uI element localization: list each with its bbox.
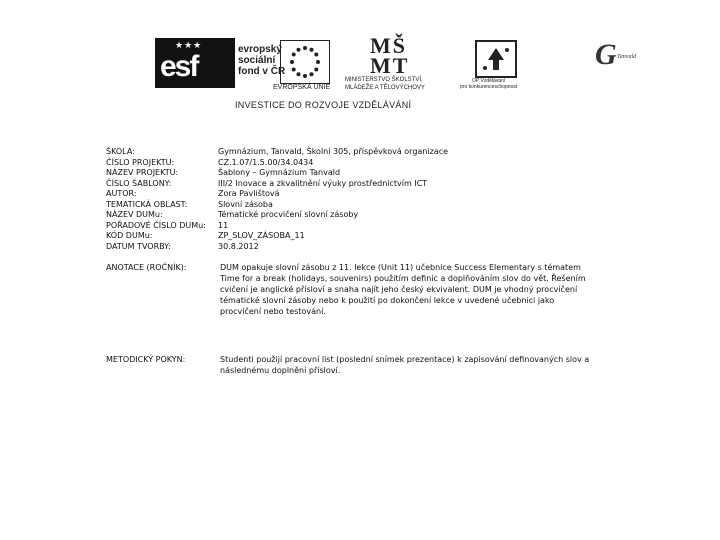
meta-value: 11 <box>218 220 229 230</box>
op-arrow-icon <box>477 42 515 76</box>
header-logos <box>155 34 645 116</box>
esf-logo-text <box>238 44 285 77</box>
op-logo-icon <box>475 40 517 78</box>
meta-row <box>106 189 606 200</box>
method-text: Studenti použijí pracovní list (poslední snímek prezentace) k zapisování definovaných slov a následnému doplnění přísloví. <box>220 355 590 375</box>
esf-logo <box>155 38 235 88</box>
esf-line-2: sociální <box>238 55 276 66</box>
msmt-label-line-2: MLÁDEŽE A TĚLOVÝCHOVY <box>345 85 425 91</box>
meta-label: ČÍSLO PROJEKTU: <box>106 157 175 167</box>
meta-label: TEMATICKÁ OBLAST: <box>106 199 188 209</box>
tagline: INVESTICE DO ROZVOJE VZDĚLÁVÁNÍ <box>235 100 412 110</box>
meta-row <box>106 147 606 158</box>
op-label-line-1: OP Vzdělávání <box>472 78 506 84</box>
annotation-label: ANOTACE (ROČNÍK): <box>106 263 187 272</box>
meta-label: KÓD DUMu: <box>106 231 153 240</box>
meta-value: III/2 Inovace a zkvalitnění výuky prostřednictvím ICT <box>218 178 428 188</box>
meta-label: POŘADOVÉ ČÍSLO DUMu: <box>106 220 206 230</box>
msmt-label-line-1: MINISTERSTVO ŠKOLSTVÍ, <box>345 77 423 83</box>
meta-label: AUTOR: <box>106 189 137 198</box>
meta-value: Šablony – Gymnázium Tanvald <box>218 168 341 177</box>
meta-row <box>106 179 606 190</box>
op-label-line-2: pro konkurenceschopnost <box>460 84 518 90</box>
meta-value: 30.8.2012 <box>218 241 259 251</box>
meta-value: CZ.1.07/1.5.00/34.0434 <box>218 157 314 167</box>
msmt-mark-line-2: MT <box>370 53 410 78</box>
meta-row <box>106 158 606 169</box>
method-label: METODICKÝ POKYN: <box>106 355 186 364</box>
meta-label: NÁZEV DUMu: <box>106 210 163 219</box>
annotation-text: DUM opakuje slovní zásobu z 11. lekce (Unit 11) učebnice Success Elementary s tématem Time for a break (holidays, souvenirs) použitím definic a doplňováním slov do vět. Řešením cvičení je anglické přísloví a snaha najít jeho český ekvivalent. DUM je vhodný procvičení tématické slovní zásoby nebo k použití po dokončení lekce v uvedené učebnici jako procvičení nebo testování. <box>220 263 586 316</box>
meta-value: ZP_SLOV_ZÁSOBA_11 <box>218 231 305 240</box>
meta-row <box>106 168 606 179</box>
esf-line-1: evropský <box>238 44 282 55</box>
meta-row <box>106 210 606 221</box>
op-label <box>460 78 517 90</box>
meta-value: Gymnázium, Tanvald, Školní 305, příspěvková organizace <box>218 147 449 156</box>
eu-label: EVROPSKÁ UNIE <box>273 84 331 91</box>
meta-row <box>106 200 606 211</box>
meta-row <box>106 221 606 232</box>
gymnazium-logo-sub: Tanvald <box>617 54 637 60</box>
msmt-label <box>345 76 425 92</box>
msmt-mark-line-1: MŠ <box>370 33 407 58</box>
meta-value: Zora Pavlištová <box>218 189 280 198</box>
meta-label: NÁZEV PROJEKTU: <box>106 168 179 177</box>
eu-stars-icon <box>281 41 329 83</box>
meta-label: DATUM TVORBY: <box>106 241 171 251</box>
esf-wordmark: esf <box>160 50 198 83</box>
meta-value: Tématické procvičení slovní zásoby <box>218 210 359 219</box>
meta-label: ČÍSLO ŠABLONY: <box>106 178 172 188</box>
metadata-table <box>106 147 606 252</box>
meta-row <box>106 242 606 253</box>
esf-line-3: fond v ČR <box>238 66 286 77</box>
msmt-logo-mark <box>370 33 410 78</box>
meta-value: Slovní zásoba <box>218 199 273 209</box>
gymnazium-logo: G <box>595 38 617 71</box>
eu-flag-icon <box>280 40 330 84</box>
star-icons: ★★★ <box>175 40 203 50</box>
meta-label: ŠKOLA: <box>106 147 135 156</box>
meta-row <box>106 231 606 242</box>
